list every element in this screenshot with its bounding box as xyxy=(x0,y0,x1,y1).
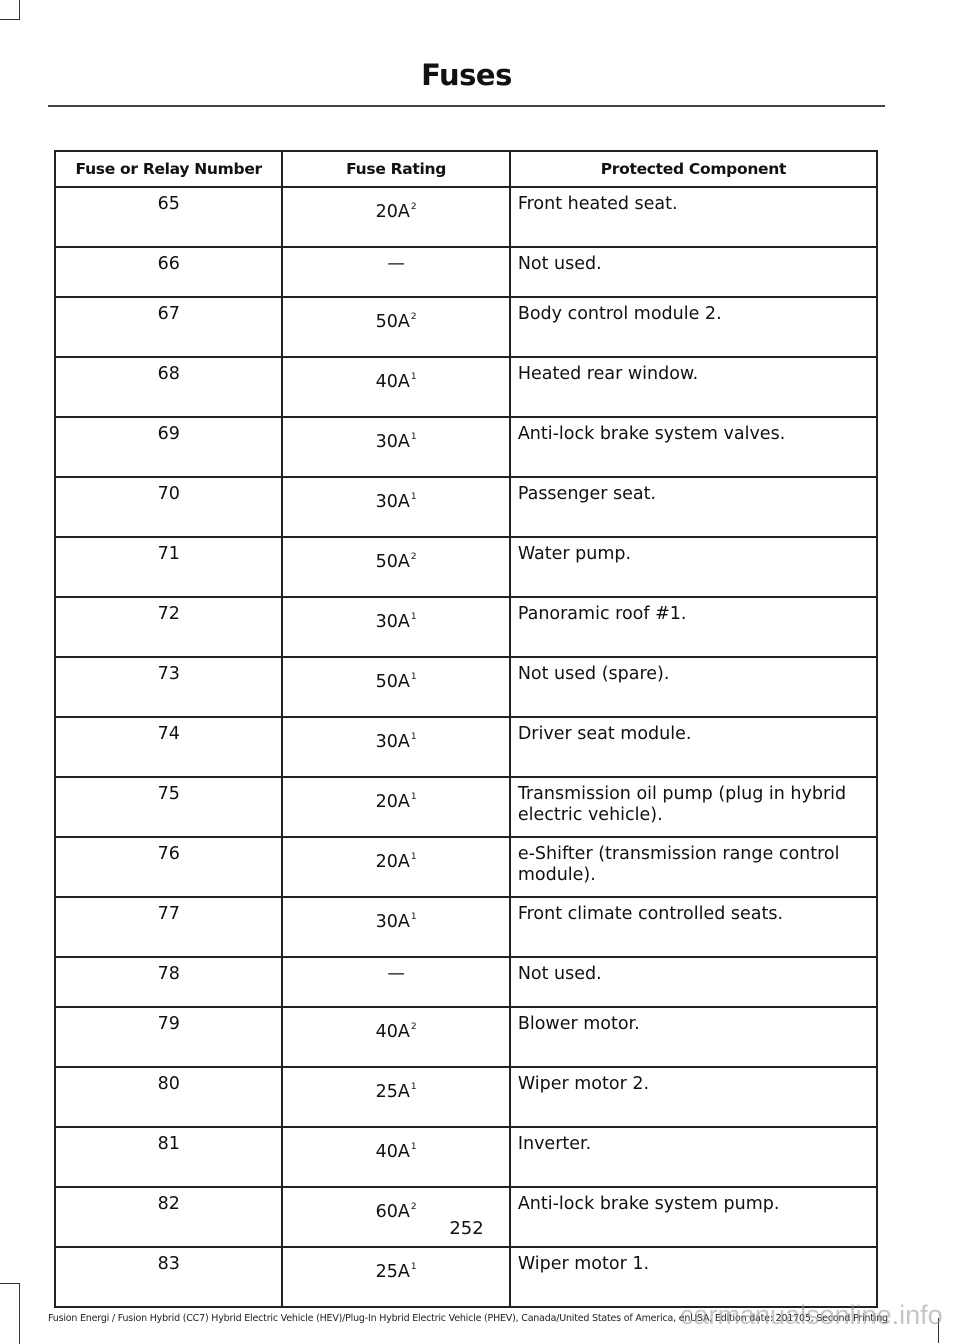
table-row xyxy=(55,717,877,777)
footnote-marker: 2 xyxy=(410,1022,417,1032)
protected-component: Body control module 2. xyxy=(510,297,877,357)
fuse-number: 67 xyxy=(55,297,282,357)
fuse-rating: 40A xyxy=(375,1142,410,1162)
fuse-rating: 30A xyxy=(375,492,410,512)
fuse-rating-cell xyxy=(282,1127,509,1187)
fuse-rating-cell xyxy=(282,477,509,537)
fuse-number: 75 xyxy=(55,777,282,837)
protected-component: Anti-lock brake system pump. xyxy=(510,1187,877,1247)
protected-component: e-Shifter (transmission range control module). xyxy=(510,837,877,897)
protected-component: Water pump. xyxy=(510,537,877,597)
fuse-rating: 30A xyxy=(375,432,410,452)
crop-mark xyxy=(0,1283,20,1344)
footnote-marker: 1 xyxy=(410,1142,417,1152)
fuse-rating-cell xyxy=(282,957,509,1007)
footnote-marker: 2 xyxy=(410,552,417,562)
fuse-rating-cell xyxy=(282,537,509,597)
table-row xyxy=(55,1127,877,1187)
protected-component: Not used. xyxy=(510,247,877,297)
page-title: Fuses xyxy=(421,58,512,92)
fuse-number: 66 xyxy=(55,247,282,297)
protected-component: Front heated seat. xyxy=(510,187,877,247)
title-divider xyxy=(48,105,885,107)
footer-text: Fusion Energi / Fusion Hybrid (CC7) Hybrid Electric Vehicle (HEV)/Plug-In Hybrid Electric Vehicle (PHEV), Canada/United States of America, enUSA, Edition date: 201705, Second Printing xyxy=(48,1313,888,1324)
fuse-number: 73 xyxy=(55,657,282,717)
table-row xyxy=(55,837,877,897)
page-number: 252 xyxy=(449,1218,484,1239)
footnote-marker: 2 xyxy=(410,312,417,322)
table-row xyxy=(55,1067,877,1127)
fuse-rating: 30A xyxy=(375,732,410,752)
fuse-number: 68 xyxy=(55,357,282,417)
fuse-rating: 60A xyxy=(375,1202,410,1222)
fuse-rating: 50A xyxy=(375,552,410,572)
fuse-rating: — xyxy=(387,964,405,984)
fuse-rating-cell xyxy=(282,297,509,357)
protected-component: Heated rear window. xyxy=(510,357,877,417)
fuse-rating-cell xyxy=(282,777,509,837)
fuse-number: 65 xyxy=(55,187,282,247)
protected-component: Inverter. xyxy=(510,1127,877,1187)
fuse-number: 74 xyxy=(55,717,282,777)
column-header-rating: Fuse Rating xyxy=(282,151,509,187)
fuse-number: 72 xyxy=(55,597,282,657)
table-row xyxy=(55,537,877,597)
table-row xyxy=(55,247,877,297)
fuse-rating-cell xyxy=(282,417,509,477)
fuse-rating: 50A xyxy=(375,672,410,692)
footnote-marker: 1 xyxy=(410,612,417,622)
table-row xyxy=(55,657,877,717)
fuse-rating: 25A xyxy=(375,1082,410,1102)
footnote-marker: 1 xyxy=(410,1082,417,1092)
protected-component: Not used (spare). xyxy=(510,657,877,717)
fuse-rating-cell xyxy=(282,1007,509,1067)
fuse-rating: 20A xyxy=(375,202,410,222)
fuse-rating: 40A xyxy=(375,372,410,392)
fuse-rating-cell xyxy=(282,1247,509,1307)
protected-component: Transmission oil pump (plug in hybrid electric vehicle). xyxy=(510,777,877,837)
fuse-table xyxy=(54,150,878,1308)
protected-component: Anti-lock brake system valves. xyxy=(510,417,877,477)
fuse-rating-cell xyxy=(282,247,509,297)
fuse-number: 69 xyxy=(55,417,282,477)
protected-component: Driver seat module. xyxy=(510,717,877,777)
table-row xyxy=(55,1247,877,1307)
footnote-marker: 1 xyxy=(410,1262,417,1272)
table-row xyxy=(55,297,877,357)
fuse-number: 71 xyxy=(55,537,282,597)
fuse-rating-cell xyxy=(282,717,509,777)
fuse-number: 83 xyxy=(55,1247,282,1307)
table-row xyxy=(55,957,877,1007)
fuse-number: 76 xyxy=(55,837,282,897)
footnote-marker: 1 xyxy=(410,852,417,862)
protected-component: Wiper motor 1. xyxy=(510,1247,877,1307)
protected-component: Wiper motor 2. xyxy=(510,1067,877,1127)
table-row xyxy=(55,477,877,537)
fuse-rating-cell xyxy=(282,187,509,247)
table-row xyxy=(55,187,877,247)
table-row xyxy=(55,777,877,837)
footnote-marker: 2 xyxy=(410,202,417,212)
column-header-component: Protected Component xyxy=(510,151,877,187)
protected-component: Blower motor. xyxy=(510,1007,877,1067)
watermark: carmanualsonline.info xyxy=(680,1300,943,1330)
protected-component: Not used. xyxy=(510,957,877,1007)
table-row xyxy=(55,1007,877,1067)
footnote-marker: 1 xyxy=(410,792,417,802)
column-header-number: Fuse or Relay Number xyxy=(55,151,282,187)
fuse-rating: 40A xyxy=(375,1022,410,1042)
fuse-number: 82 xyxy=(55,1187,282,1247)
fuse-rating: 50A xyxy=(375,312,410,332)
protected-component: Front climate controlled seats. xyxy=(510,897,877,957)
fuse-number: 79 xyxy=(55,1007,282,1067)
fuse-rating: 30A xyxy=(375,612,410,632)
fuse-rating-cell xyxy=(282,837,509,897)
protected-component: Passenger seat. xyxy=(510,477,877,537)
fuse-rating-cell xyxy=(282,1067,509,1127)
crop-mark xyxy=(0,0,20,20)
table-row xyxy=(55,357,877,417)
fuse-number: 70 xyxy=(55,477,282,537)
footnote-marker: 2 xyxy=(410,1202,417,1212)
fuse-rating-cell xyxy=(282,657,509,717)
table-header-row xyxy=(55,151,877,187)
fuse-rating: 20A xyxy=(375,852,410,872)
fuse-rating: 20A xyxy=(375,792,410,812)
table-row xyxy=(55,417,877,477)
fuse-rating-cell xyxy=(282,897,509,957)
fuse-rating: 30A xyxy=(375,912,410,932)
table-row xyxy=(55,897,877,957)
fuse-rating: — xyxy=(387,254,405,274)
protected-component: Panoramic roof #1. xyxy=(510,597,877,657)
footnote-marker: 1 xyxy=(410,912,417,922)
footnote-marker: 1 xyxy=(410,372,417,382)
footnote-marker: 1 xyxy=(410,492,417,502)
footnote-marker: 1 xyxy=(410,672,417,682)
fuse-rating-cell xyxy=(282,357,509,417)
footnote-marker: 1 xyxy=(410,432,417,442)
fuse-number: 81 xyxy=(55,1127,282,1187)
fuse-rating: 25A xyxy=(375,1262,410,1282)
table-row xyxy=(55,597,877,657)
fuse-rating-cell xyxy=(282,597,509,657)
fuse-number: 77 xyxy=(55,897,282,957)
footnote-marker: 1 xyxy=(410,732,417,742)
fuse-number: 80 xyxy=(55,1067,282,1127)
fuse-number: 78 xyxy=(55,957,282,1007)
